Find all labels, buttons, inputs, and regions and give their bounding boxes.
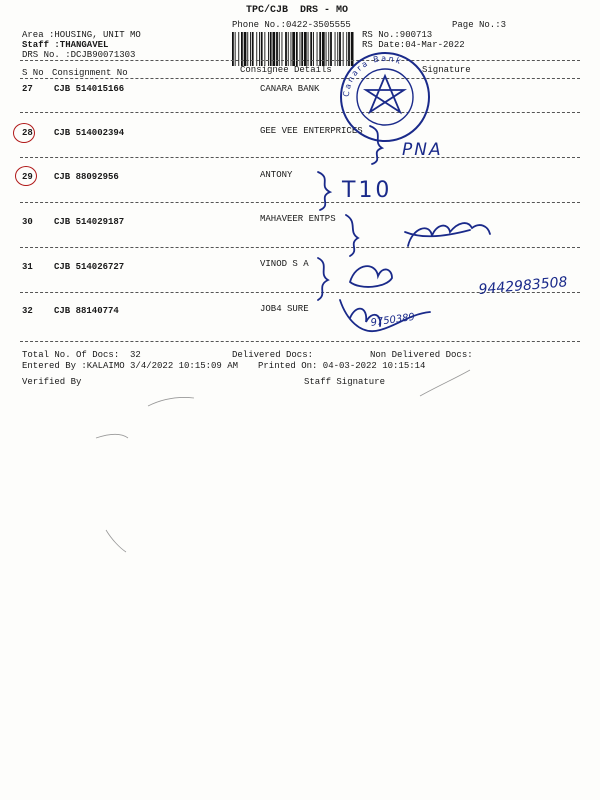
document-title: TPC/CJB DRS - MO (246, 5, 349, 16)
row-consignment: CJB 514026727 (54, 262, 125, 272)
row-consignee: GEE VEE ENTERPRICES (260, 126, 363, 136)
scan-mark (420, 370, 470, 396)
divider (20, 60, 580, 61)
row-sno: 27 (22, 84, 33, 94)
row-consignee: JOB4 SURE (260, 304, 309, 314)
handwritten-sig-note: 9750389 (370, 311, 416, 329)
non-delivered-docs: Non Delivered Docs: (370, 350, 473, 360)
divider (20, 341, 580, 342)
drs-number: DRS No. :DCJB90071303 (22, 50, 136, 60)
scan-mark (96, 434, 128, 438)
col-sno: S No (22, 68, 44, 78)
phone-number: Phone No.:0422-3505555 (232, 20, 351, 30)
rs-number: RS No.:900713 (362, 30, 433, 40)
scan-mark (106, 530, 126, 552)
divider (20, 202, 580, 203)
printed-on: Printed On: 04-03-2022 10:15:14 (258, 361, 426, 371)
row-consignment: CJB 88092956 (54, 172, 119, 182)
col-consignment: Consignment No (52, 68, 128, 78)
verified-by: Verified By (22, 377, 82, 387)
brace-mark (318, 172, 330, 210)
total-docs: Total No. Of Docs: 32 (22, 350, 141, 360)
staff-signature-label: Staff Signature (304, 377, 386, 387)
divider (20, 157, 580, 158)
divider (20, 78, 580, 79)
page-number: Page No.:3 (452, 20, 507, 30)
row-sno: 31 (22, 262, 33, 272)
bank-stamp (338, 50, 432, 144)
row-consignment: CJB 88140774 (54, 306, 119, 316)
row-consignee: MAHAVEER ENTPS (260, 214, 336, 224)
handwritten-t10: T10 (342, 178, 393, 203)
row-consignee: CANARA BANK (260, 84, 320, 94)
divider (20, 247, 580, 248)
row-sno: 28 (22, 128, 33, 138)
divider (20, 112, 580, 113)
row-sno: 29 (22, 172, 33, 182)
handwritten-pna: PNA (402, 140, 443, 160)
brace-mark (318, 258, 328, 300)
row-sno: 32 (22, 306, 33, 316)
stamp-text: Canara Bank (341, 53, 404, 98)
rs-date: RS Date:04-Mar-2022 (362, 40, 465, 50)
row-sno: 30 (22, 217, 33, 227)
row-consignment: CJB 514015166 (54, 84, 125, 94)
row-consignment: CJB 514029187 (54, 217, 125, 227)
signature-scribble (408, 223, 490, 246)
area-label: Area :HOUSING, UNIT MO (22, 30, 141, 40)
delivered-docs: Delivered Docs: (232, 350, 314, 360)
staff-label: Staff :THANGAVEL (22, 40, 109, 50)
entered-by: Entered By :KALAIMO 3/4/2022 10:15:09 AM (22, 361, 239, 371)
row-consignment: CJB 514002394 (54, 128, 125, 138)
signature-scribble (405, 230, 470, 236)
col-signature: Signature (422, 65, 471, 75)
row-consignee: VINOD S A (260, 259, 309, 269)
signature-scribble (350, 266, 392, 287)
brace-mark (346, 215, 358, 256)
col-details: Consignee Details (240, 65, 332, 75)
row-consignee: ANTONY (260, 170, 293, 180)
handwritten-phone: 9442983508 (478, 274, 569, 298)
scan-mark (148, 397, 194, 406)
